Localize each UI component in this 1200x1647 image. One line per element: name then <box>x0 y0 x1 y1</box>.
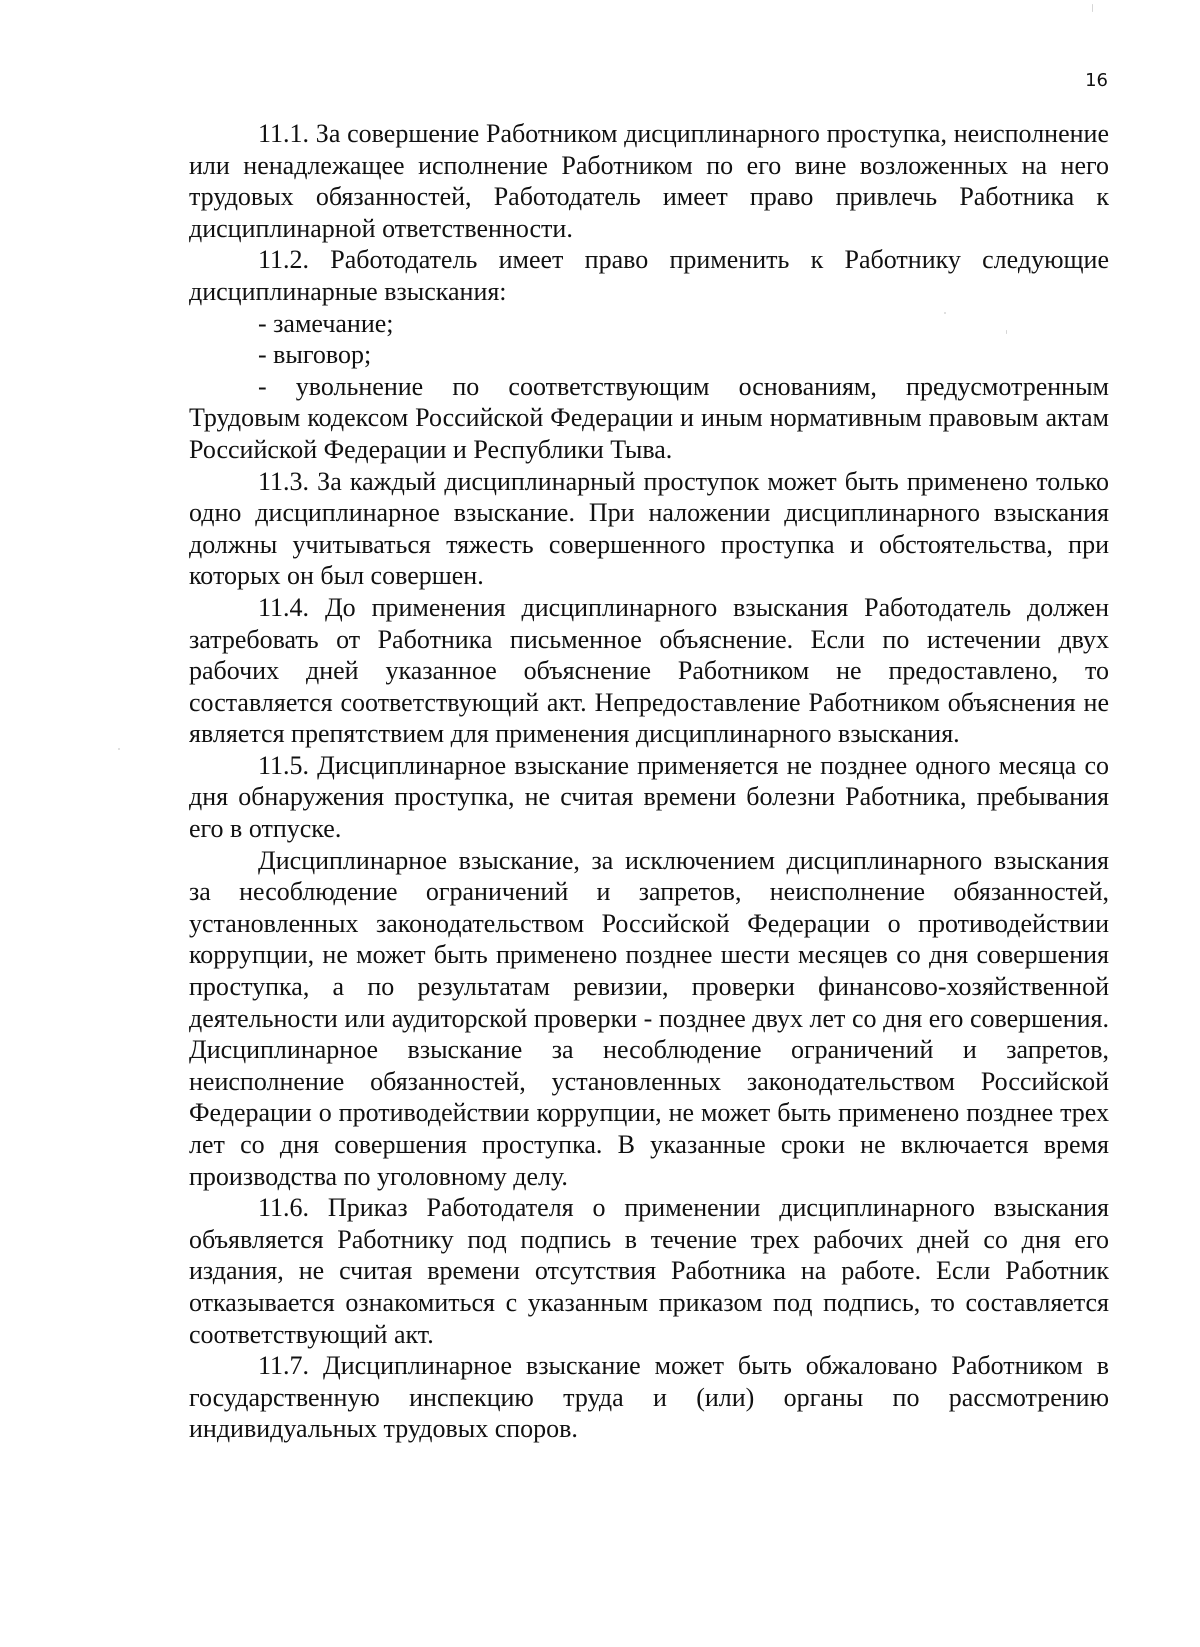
paragraph-11-4: 11.4. До применения дисциплинарного взыскания Работодатель должен затребовать от Работника письменное объяснение. Если по истечении двух рабочих дней указанное объяснение Работником не предоставлено, то составляется соответствующий акт. Непредоставление Работником объяснения не является препятствием для применения дисциплинарного взыскания. <box>189 592 1109 749</box>
paragraph-11-2: 11.2. Работодатель имеет право применить к Работнику следующие дисциплинарные взыскания: <box>189 245 1109 306</box>
scan-speck <box>1092 4 1093 12</box>
page-number: 16 <box>1085 70 1108 91</box>
paragraph-11-7: 11.7. Дисциплинарное взыскание может быть обжаловано Работником в государственную инспекцию труда и (или) органы по рассмотрению индивидуальных трудовых споров. <box>189 1351 1109 1444</box>
document-body <box>189 118 1109 1445</box>
scan-speck <box>1006 330 1007 334</box>
paragraph-11-1: 11.1. За совершение Работником дисциплинарного проступка, неисполнение или ненадлежащее исполнение Работником по его вине возложенных на него трудовых обязанностей, Работодатель имеет право привлечь Работника к дисциплинарной ответственности. <box>189 119 1109 243</box>
paragraph-11-3: 11.3. За каждый дисциплинарный проступок может быть применено только одно дисциплинарное взыскание. При наложении дисциплинарного взыскания должны учитываться тяжесть совершенного проступка и обстоятельства, при которых он был совершен. <box>189 466 1109 591</box>
list-item-rebuke: - выговор; <box>258 340 372 370</box>
paragraph-11-6: 11.6. Приказ Работодателя о применении дисциплинарного взыскания объявляется Работнику под подпись в течение трех рабочих дней со дня его издания, не считая времени отсутствия Работника на работе. Если Работник отказывается ознакомиться с указанным приказом под подпись, то составляется соответствующий акт. <box>189 1193 1109 1349</box>
paragraph-11-5-continued: Дисциплинарное взыскание, за исключением дисциплинарного взыскания за несоблюдение ограничений и запретов, неисполнение обязанностей, установленных законодательством Российской Федерации о противодействии коррупции, не может быть применено позднее шести месяцев со дня совершения проступка, а по результатам ревизии, проверки финансово-хозяйственной деятельности или аудиторской проверки - позднее двух лет со дня его совершения. Дисциплинарное взыскание за несоблюдение ограничений и запретов, неисполнение обязанностей, установленных законодательством Российской Федерации о противодействии коррупции, не может быть применено позднее трех лет со дня совершения проступка. В указанные сроки не включается время производства по уголовному делу. <box>189 845 1109 1191</box>
list-item-reprimand: - замечание; <box>258 308 394 338</box>
list-item-dismissal: - увольнение по соответствующим основаниям, предусмотренным Трудовым кодексом Российской Федерации и иным нормативным правовым актам Российской Федерации и Республики Тыва. <box>189 371 1109 464</box>
scan-speck <box>118 748 120 750</box>
scan-speck <box>944 312 946 314</box>
paragraph-11-5: 11.5. Дисциплинарное взыскание применяется не позднее одного месяца со дня обнаружения проступка, не считая времени болезни Работника, пребывания его в отпуске. <box>189 750 1109 844</box>
